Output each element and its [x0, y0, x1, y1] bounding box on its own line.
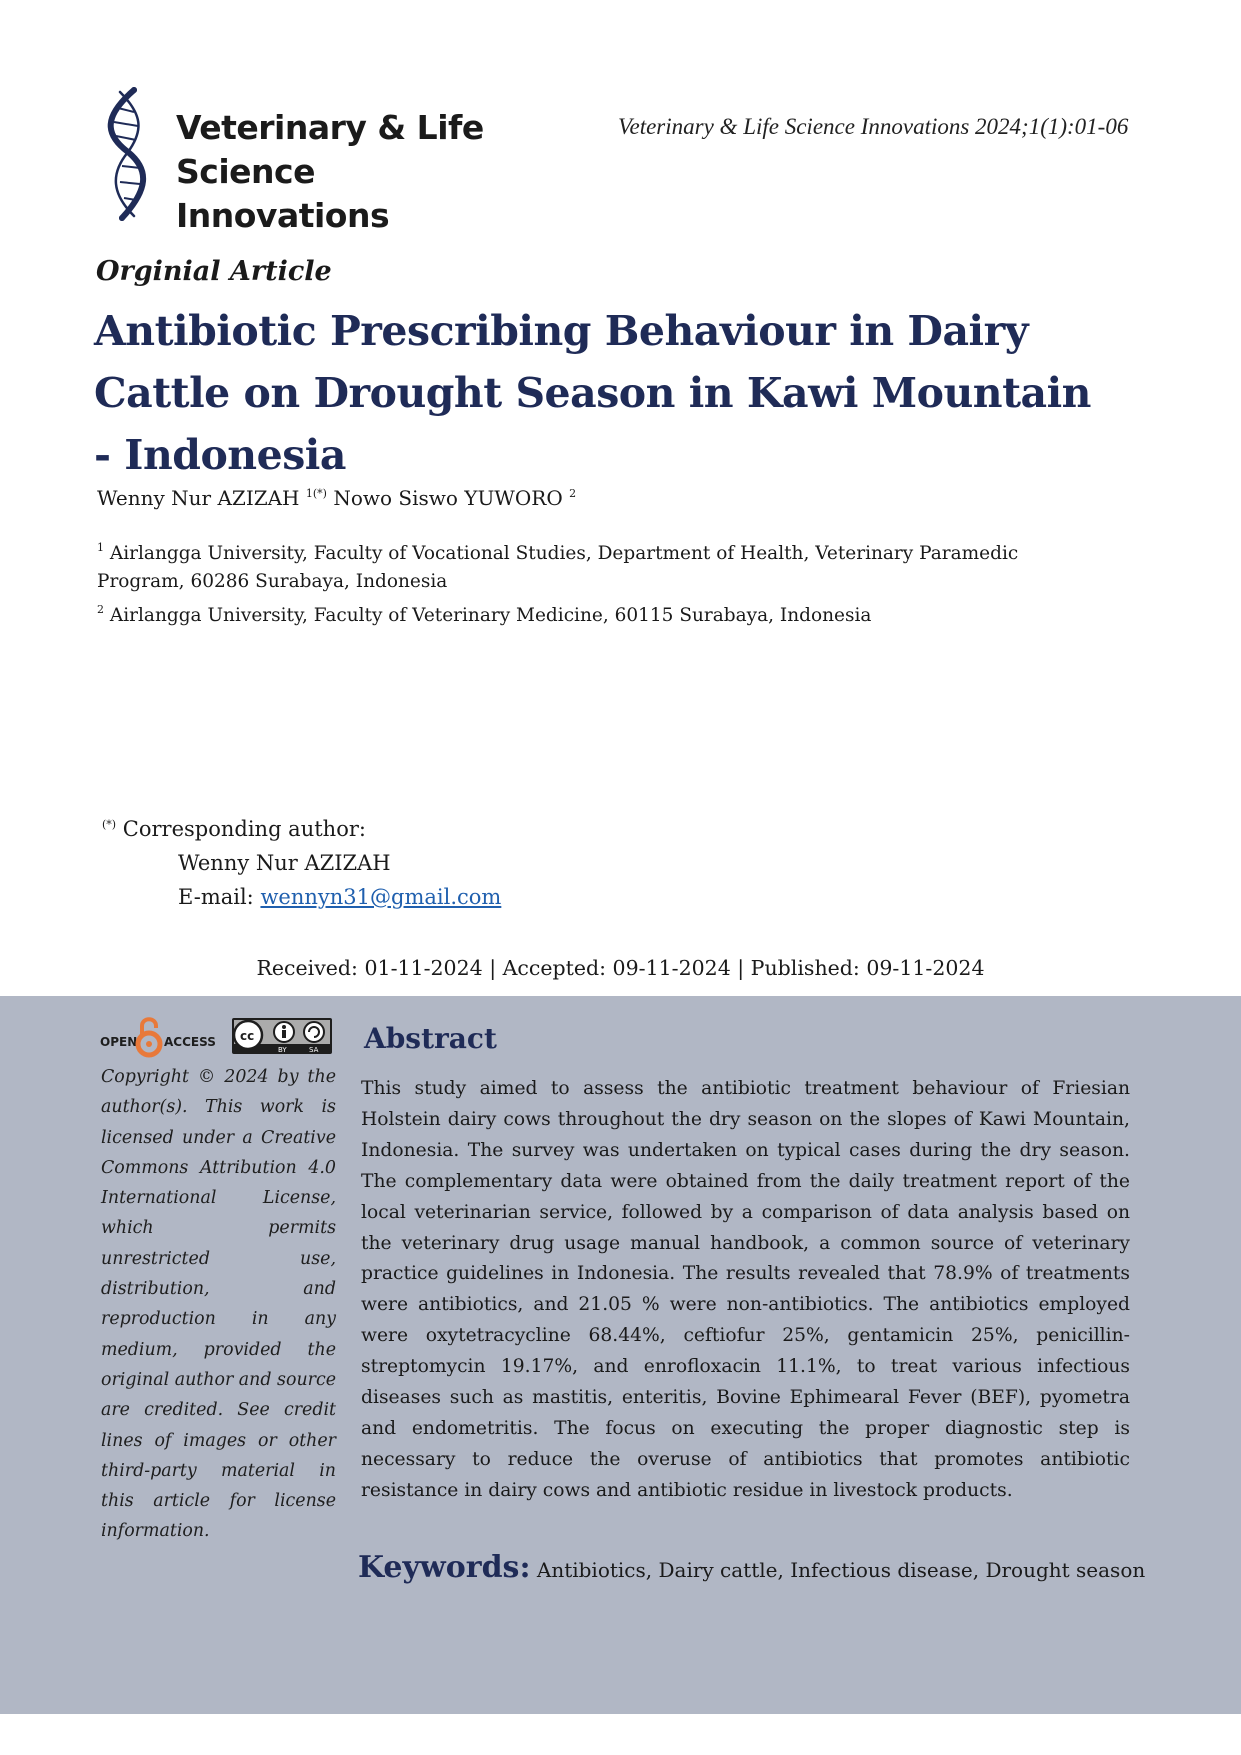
- corresponding-name: Wenny Nur AZIZAH: [178, 851, 391, 875]
- dna-helix-icon: [98, 86, 162, 222]
- journal-name-line2: Innovations: [176, 196, 390, 235]
- svg-text:cc: cc: [240, 1029, 255, 1043]
- author-list: [97, 486, 576, 510]
- author-name: Wenny Nur AZIZAH: [97, 486, 300, 510]
- journal-name: [176, 106, 616, 238]
- affiliation-item: [97, 596, 1057, 630]
- abstract-text: This study aimed to assess the antibiotic treatment behaviour of Friesian Holstein dairy cows throughout the dry season on the slopes of Kawi Mountain, Indonesia. The survey was undertaken on typical cases during the dry season. The complementary data were obtained from the daily treatment report of the local veterinarian service, followed by a comparison of data analysis based on the veterinary drug usage manual handbook, a common source of veterinary practice guidelines in Indonesia. The results revealed that 78.9% of treatments were antibiotics, and 21.05 % were non-antibiotics. The antibiotics employed were oxytetracycline 68.44%, ceftiofur 25%, gentamicin 25%, penicillin-streptomycin 19.17%, and enrofloxacin 11.1%, to treat various infectious diseases such as mastitis, enteritis, Bovine Ephimearal Fever (BEF), pyometra and endometritis. The focus on executing the proper diagnostic step is necessary to reduce the overuse of antibiotics that promotes antibiotic resistance in dairy cows and antibiotic residue in livestock products.: [361, 1078, 1130, 1501]
- affiliation-marker: 2: [97, 603, 104, 616]
- license-text: Copyright © 2024 by the author(s). This work is licensed under a Creative Commons Attribution 4.0 International License, which permits unrestricted use, distribution, and reproduction in any medium, provided the original author and source are credited. See credit lines of images or other third-party material in this article for license information.: [101, 1067, 336, 1542]
- affiliation-list: [97, 534, 1057, 630]
- publication-dates: Received: 01-11-2024 | Accepted: 09-11-2024 | Published: 09-11-2024: [256, 956, 985, 980]
- keywords-text: Antibiotics, Dairy cattle, Infectious disease, Drought season: [536, 1558, 1146, 1582]
- journal-citation: Veterinary & Life Science Innovations 2024;1(1):01-06: [618, 114, 1129, 139]
- abstract-heading: Abstract: [364, 1022, 497, 1055]
- open-access-left: OPEN: [100, 1035, 138, 1049]
- author-marker: 1(*): [305, 487, 327, 500]
- affiliation-text: Airlangga University, Faculty of Veterinary Medicine, 60115 Surabaya, Indonesia: [109, 605, 872, 626]
- author-marker: 2: [569, 487, 577, 500]
- corresponding-marker: (*): [102, 818, 117, 831]
- corresponding-author: [102, 808, 501, 914]
- affiliation-text: Airlangga University, Faculty of Vocational Studies, Department of Health, Veterinary Paramedic Program, 60286 Surabaya, Indonesia: [97, 543, 1019, 592]
- cc-sa-label: SA: [309, 1046, 319, 1054]
- keywords-label: Keywords:: [358, 1550, 531, 1585]
- cc-by-sa-badge-icon: [232, 1018, 332, 1054]
- corresponding-label: Corresponding author:: [122, 817, 366, 841]
- keywords: [358, 1550, 1158, 1585]
- affiliation-marker: 1: [97, 541, 104, 554]
- open-access-lock-icon: [138, 1019, 160, 1055]
- article-title: Antibiotic Prescribing Behaviour in Dairy Cattle on Drought Season in Kawi Mountain - Indonesia: [94, 307, 1091, 479]
- journal-name-line1: Veterinary & Life Science: [176, 108, 484, 191]
- email-link[interactable]: wennyn31@gmail.com: [260, 885, 502, 909]
- email-label: E-mail:: [178, 885, 254, 909]
- license-badges: [100, 1014, 340, 1060]
- article-type: Orginial Article: [96, 256, 332, 287]
- affiliation-item: [97, 534, 1057, 596]
- open-access-right: ACCESS: [164, 1035, 216, 1049]
- cc-by-label: BY: [278, 1046, 287, 1054]
- author-name: Nowo Siswo YUWORO: [333, 486, 563, 510]
